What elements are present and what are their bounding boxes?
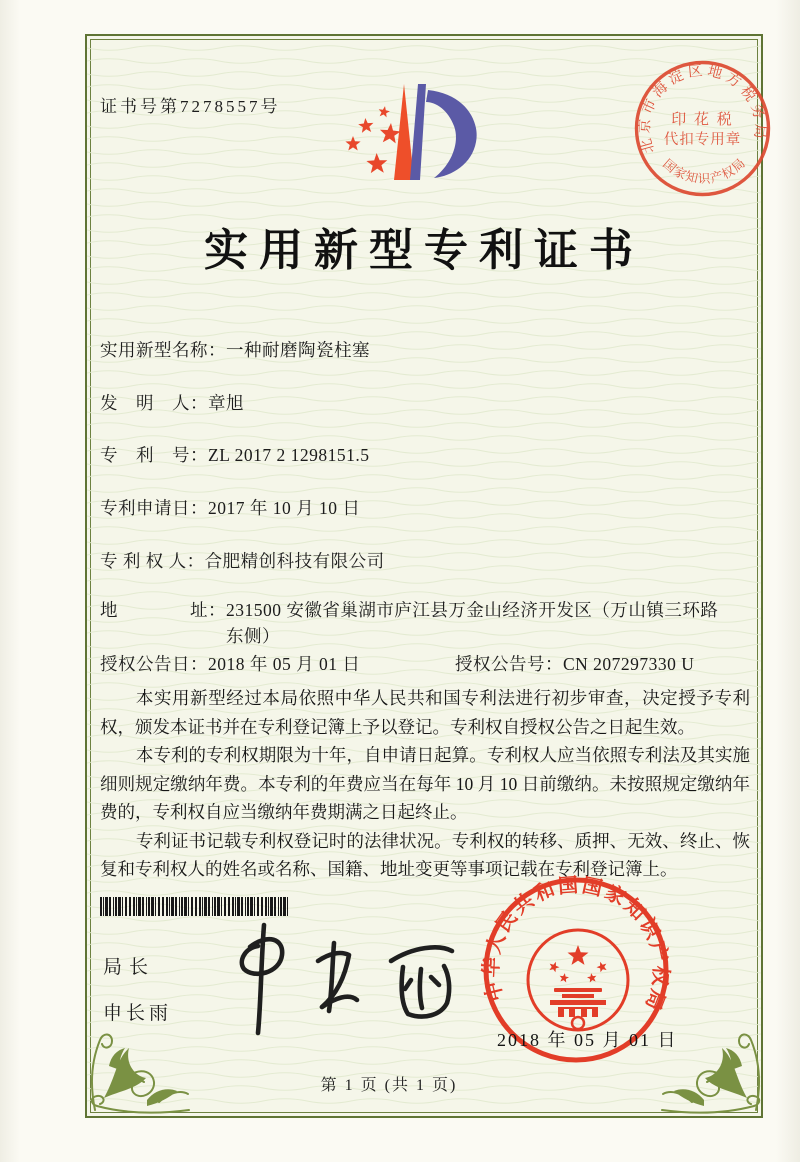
director-signature xyxy=(198,915,478,1040)
tax-stamp-line1: 印 花 税 xyxy=(671,112,734,128)
tax-stamp-arc-top: 北京市海淀区地方税务局 xyxy=(636,62,769,155)
office-seal-arc-text: 中华人民共和国国家知识产权局 xyxy=(480,874,672,1016)
legal-text xyxy=(100,684,750,884)
field-value: 一种耐磨陶瓷柱塞 xyxy=(226,340,370,360)
field-label: 专 利 权 人： xyxy=(100,551,205,571)
grant-row xyxy=(100,651,750,676)
field-value: ZL 2017 2 1298151.5 xyxy=(208,445,370,465)
seal-date: 2018 年 05 月 01 日 xyxy=(497,1030,678,1050)
paragraph: 专利证书记载专利权登记时的法律状况。专利权的转移、质押、无效、终止、恢复和专利权人的姓名或名称、国籍、地址变更等事项记载在专利登记簿上。 xyxy=(100,830,750,879)
field-row-inventor xyxy=(100,390,750,415)
certificate-title: 实用新型专利证书 xyxy=(204,226,644,275)
national-emblem-icon xyxy=(528,930,628,1030)
field-value: 2017 年 10 月 10 日 xyxy=(208,498,361,518)
paragraph: 本实用新型经过本局依照中华人民共和国专利法进行初步审查，决定授予专利权，颁发本证书并在专利登记簿上予以登记。专利权自授权公告之日起生效。 xyxy=(100,688,750,737)
director-title: 局长 xyxy=(103,957,156,978)
grant-date-value: 2018 年 05 月 01 日 xyxy=(208,654,361,674)
tax-stamp-line2: 代扣专用章 xyxy=(663,132,742,148)
field-row-address xyxy=(100,597,750,649)
field-label: 实用新型名称： xyxy=(100,340,226,360)
tax-stamp-arc-bottom: 国家知识产权局 xyxy=(660,155,749,187)
field-row-patent-no xyxy=(100,442,750,467)
director-name: 申长雨 xyxy=(103,1003,173,1024)
field-label: 专利申请日： xyxy=(100,498,208,518)
field-value: 231500 安徽省巢湖市庐江县万金山经济开发区（万山镇三环路东侧） xyxy=(226,600,719,646)
paragraph: 本专利的专利权期限为十年，自申请日起算。专利权人应当依照专利法及其实施细则规定缴纳年费。本专利的年费应当在每年 10 月 10 日前缴纳。未按照规定缴纳年费的，专利权自应当缴纳年费期满之日起终止。 xyxy=(100,745,750,822)
page-footer: 第 1 页 (共 1 页) xyxy=(320,1077,458,1094)
field-label: 专 利 号： xyxy=(100,445,208,465)
field-label: 地 址： xyxy=(100,600,226,620)
field-row-name xyxy=(100,337,750,362)
grant-no-value: CN 207297330 U xyxy=(563,654,695,674)
field-label: 发 明 人： xyxy=(100,393,208,413)
svg-text:国家知识产权局 xyxy=(660,155,749,186)
barcode xyxy=(100,897,318,916)
corner-flourish-bottom-left xyxy=(89,1014,191,1116)
cnipa-logo-icon xyxy=(328,76,488,198)
field-value: 合肥精创科技有限公司 xyxy=(204,551,385,571)
grant-no-label: 授权公告号： xyxy=(455,654,563,674)
field-row-patentee xyxy=(100,548,750,573)
field-row-filing-date xyxy=(100,495,750,520)
tax-stamp xyxy=(630,56,775,201)
field-value: 章旭 xyxy=(208,393,244,413)
grant-date-label: 授权公告日： xyxy=(100,654,208,674)
certificate-number: 证书号第7278557号 xyxy=(100,97,281,116)
